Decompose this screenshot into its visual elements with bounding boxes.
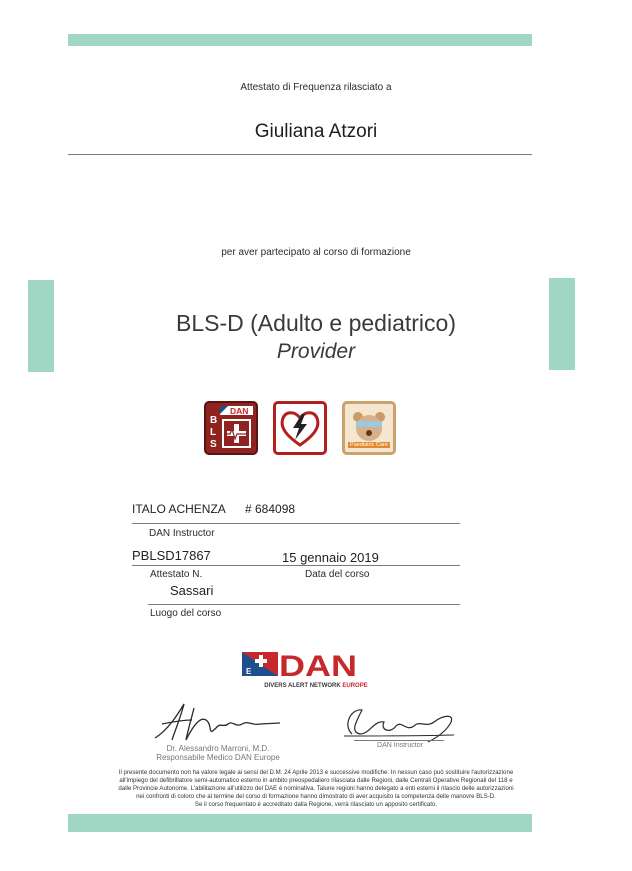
disclaimer-line: Se il corso frequentato è accreditato dalla Regione, verrà rilasciato un apposito certificato. bbox=[194, 801, 438, 809]
legal-disclaimer bbox=[60, 769, 572, 809]
director-role: Responsabile Medico DAN Europe bbox=[156, 753, 280, 762]
instructor-signature-label: DAN Instructor bbox=[377, 742, 423, 749]
instructor-signature-line bbox=[354, 740, 444, 741]
course-level: Provider bbox=[276, 340, 356, 363]
director-signature bbox=[150, 700, 285, 742]
disclaimer-line: nei confronti di coloro che al termine del corso di formazione hanno dimostrato di aver acquisito la competenza delle manovre BLS-D. bbox=[136, 793, 496, 801]
director-name: Dr. Alessandro Marroni, M.D. bbox=[166, 744, 270, 753]
instructor-role-label: DAN Instructor bbox=[149, 528, 215, 539]
course-place-label: Luogo del corso bbox=[150, 608, 222, 619]
svg-text:E: E bbox=[246, 667, 252, 676]
dan-tagline bbox=[0, 683, 632, 689]
certificate-number-label: Attestato N. bbox=[150, 569, 203, 580]
bls-dan-badge bbox=[204, 401, 258, 455]
disclaimer-line: Il presente documento non ha valore legale ai sensi del D.M. 24 Aprile 2013 e successive modifiche. In nessun caso può sostituire l'autorizzazione bbox=[118, 769, 514, 776]
bls-letter-s: S bbox=[210, 439, 217, 450]
bls-letter-b: B bbox=[210, 415, 218, 426]
top-accent-band bbox=[68, 34, 532, 46]
instructor-signature bbox=[334, 704, 460, 744]
disclaimer-line: all'impiego del defibrillatore semi-automatico esterno in ambito preospedaliero rilasciata dalle Regioni, dalle Centrali Operative Regionali del 118 e bbox=[119, 777, 513, 785]
course-date: 15 gennaio 2019 bbox=[282, 550, 379, 565]
dan-logo-text: DAN bbox=[279, 650, 357, 678]
instructor-number: # 684098 bbox=[245, 502, 296, 516]
course-place: Sassari bbox=[170, 583, 214, 598]
certificate-divider bbox=[132, 565, 272, 566]
certificate-intro: Attestato di Frequenza rilasciato a bbox=[240, 82, 392, 93]
course-intro: per aver partecipato al corso di formazione bbox=[221, 247, 411, 258]
dan-tagline-main: DIVERS ALERT NETWORK bbox=[264, 683, 343, 689]
dan-tagline-accent: EUROPE bbox=[342, 683, 368, 689]
course-date-label: Data del corso bbox=[305, 569, 370, 580]
instructor-divider bbox=[132, 523, 460, 524]
certificate-number: PBLSD17867 bbox=[132, 548, 211, 563]
recipient-name: Giuliana Atzori bbox=[254, 121, 378, 142]
bls-letter-l: L bbox=[210, 427, 217, 438]
place-divider bbox=[148, 604, 460, 605]
aed-heart-badge bbox=[273, 401, 327, 455]
disclaimer-line: dalle Provincie Autonome. L'abilitazione all'utilizzo del DAE è nominativa. Talune regioni hanno delegato a enti esterni il rilascio delle autorizzazioni bbox=[118, 785, 514, 793]
bls-brand-text: DAN bbox=[230, 406, 249, 416]
recipient-divider bbox=[68, 154, 532, 155]
course-title: BLS-D (Adulto e pediatrico) bbox=[176, 310, 456, 336]
date-divider bbox=[270, 565, 460, 566]
dan-logo bbox=[242, 650, 362, 678]
paediatric-care-label: Paediatric Care bbox=[350, 442, 388, 448]
bottom-accent-band bbox=[68, 814, 532, 832]
instructor-name: ITALO ACHENZA bbox=[132, 502, 226, 516]
paediatric-care-badge bbox=[342, 401, 396, 455]
